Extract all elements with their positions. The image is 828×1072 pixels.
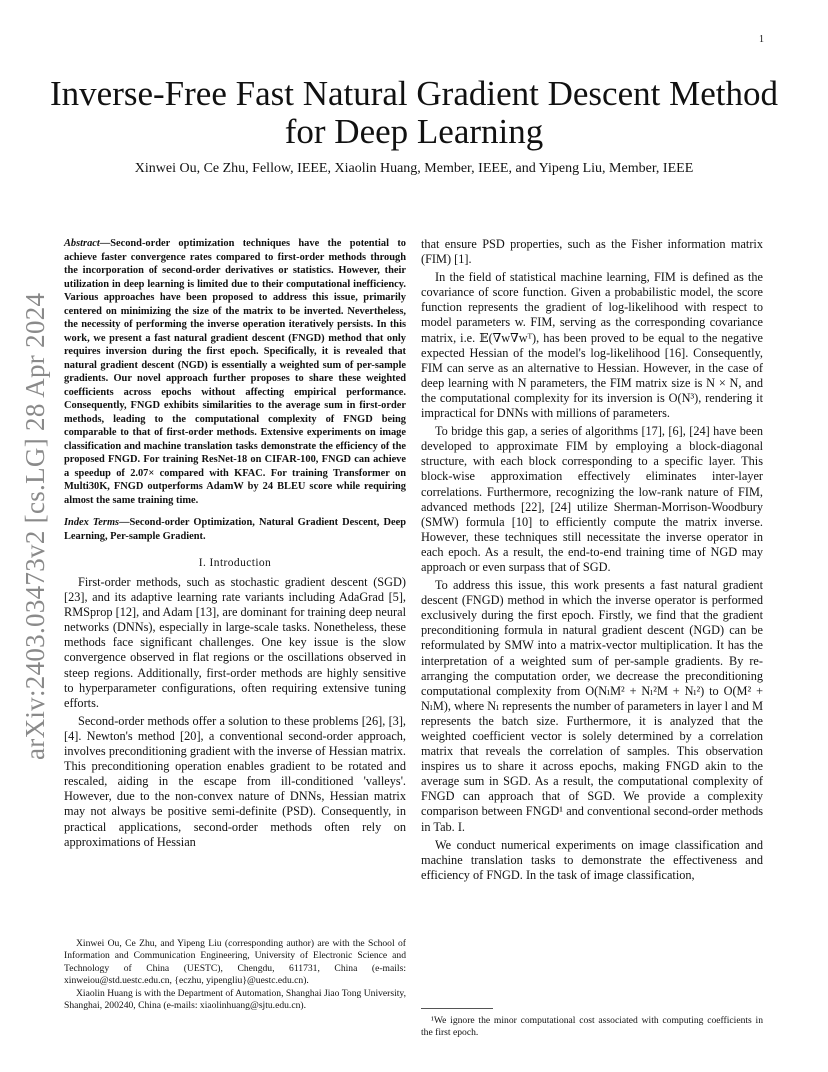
index-terms-text: —Second-order Optimization, Natural Gradient Descent, Deep Learning, Per-sample Gradient. (64, 517, 406, 542)
title-line-1: Inverse-Free Fast Natural Gradient Descent Method (50, 74, 778, 113)
left-column (64, 237, 406, 853)
footnote-rule (421, 1008, 493, 1009)
affiliation-footnote: Xinwei Ou, Ce Zhu, and Yipeng Liu (corresponding author) are with the School of Information and Communication Engineering, University of Electronic Science and Technology of China (UESTC), Chengdu, 611731, China (e-mails: xinweiou@std.uestc.edu.cn, {eczhu, yipengliu}@uestc.edu.cn). (64, 938, 406, 987)
index-terms-label: Index Terms (64, 517, 120, 528)
paper-title (50, 75, 778, 151)
arxiv-identifier-watermark: arXiv:2403.03473v2 [cs.LG] 28 Apr 2024 (20, 292, 50, 760)
section-heading: I. Introduction (198, 557, 272, 569)
affiliation-footnotes (64, 938, 406, 1012)
complexity-footnote-text: ¹We ignore the minor computational cost associated with computing coefficients in the first epoch. (421, 1015, 763, 1039)
abstract-label: Abstract (64, 238, 100, 249)
intro-paragraph: Second-order methods offer a solution to these problems [26], [3], [4]. Newton's method [20], a conventional second-order approach, involves preconditioning gradient with the inverse of Hessian matrix. This preconditioning operation enables gradient to be rotated and rescaled, aiding in the escape from ill-conditioned 'valleys'. However, due to the non-convex nature of DNNs, Hessian matrix may not always be positive semi-definite (PSD). Consequently, in practical applications, second-order methods often rely on approximations of Hessian (64, 713, 406, 849)
affiliation-footnote: Xiaolin Huang is with the Department of Automation, Shanghai Jiao Tong University, Shanghai, 200240, China (e-mails: xiaolinhuang@sjtu.edu.cn). (64, 987, 406, 1012)
author-list: Xinwei Ou, Ce Zhu, Fellow, IEEE, Xiaolin Huang, Member, IEEE, and Yipeng Liu, Member, IEEE (134, 161, 694, 176)
body-paragraph: To bridge this gap, a series of algorithms [17], [6], [24] have been developed to approximate FIM by employing a block-diagonal structure, with each block corresponding to a specific layer. This block-wise approximation effectively eliminates inter-layer correlations. Furthermore, recognizing the low-rank nature of FIM, advanced methods [22], [24] utilize Sherman-Morrison-Woodbury (SMW) formula [10] to efficiently compute the matrix inverse. However, these techniques still necessitate the inverse operator in each epoch. As a result, the end-to-end training time of NGD may approach or even surpass that of SGD. (421, 424, 763, 574)
complexity-footnote (421, 1015, 763, 1040)
body-paragraph: To address this issue, this work presents a fast natural gradient descent (FNGD) method in which the inverse operator is performed exclusively during the first epoch. Firstly, we find that the gradient preconditioning formula in natural gradient descent (NGD) can be reformulated by SMW into a matrix-vector multiplication. It has the interpretation of a weighted sum of per-sample gradients. By re-arranging the computation order, we decrease the preconditioning computational complexity from O(NₗM² + Nₗ²M + Nₗ²) to O(M² + NₗM), where Nₗ represents the number of parameters in layer l and M represents the batch size. Furthermore, it is analyzed that the weighted coefficient vector is solely determined by a correlation matrix that reveals the correlation of samples. This observation inspires us to share it across epochs, making FNGD akin to the average sum in SGD. As a result, the computational complexity of FNGD can approach that of SGD. We provide a complexity comparison between FNGD¹ and conventional second-order methods in Tab. I. (421, 578, 763, 834)
body-paragraph: In the field of statistical machine learning, FIM is defined as the covariance of score function. Given a probabilistic model, the score function represents the gradient of log-likelihood with respect to model parameters w. FIM, serving as the corresponding covariance matrix, i.e. 𝔼(∇w∇wᵀ), has been proved to be equal to the negative expected Hessian of the model's log-likelihood [16]. Consequently, FIM can serve as an alternative to Hessian. However, in the case of deep learning with N parameters, the FIM matrix size is N × N, and the computational complexity for its inversion is O(N³), rendering it impractical for DNNs with millions of parameters. (421, 270, 763, 421)
intro-paragraph: First-order methods, such as stochastic gradient descent (SGD) [23], and its adaptive learning rate variants including AdaGrad [5], RMSprop [12], and Adam [13], are dominant for training deep neural networks (DNNs), especially in large-scale tasks. Nonetheless, these methods face significant challenges. One key issue is the slow convergence observed in flat regions or the oscillations observed in steep regions. Additionally, first-order methods are highly sensitive to hyperparameter configurations, often requiring extensive tuning efforts. (64, 575, 406, 710)
right-column (421, 237, 763, 886)
abstract (64, 237, 406, 507)
index-terms (64, 516, 406, 543)
abstract-text: —Second-order optimization techniques have the potential to achieve faster convergence rates compared to first-order methods through the incorporation of second-order derivatives or statistics. However, their utilization in deep learning is limited due to their computational inefficiency. Various approaches have been proposed to address this issue, primarily centered on minimizing the size of the matrix to be inverted. Nevertheless, the necessity of performing the inverse operation iteratively persists. In this work, we present a fast natural gradient descent (FNGD) method that only requires inversion during the first epoch. Specifically, it is revealed that natural gradient descent (NGD) is essentially a weighted sum of per-sample gradients. Our novel approach further proposes to share these weighted coefficients across epochs without affecting empirical performance. Consequently, FNGD exhibits similarities to the average sum in first-order methods, leading to the computational complexity of FNGD being comparable to that of first-order methods. Extensive experiments on image classification and machine translation tasks demonstrate the efficiency of the proposed FNGD. For training ResNet-18 on CIFAR-100, FNGD can achieve a speedup of 2.07× compared with KFAC. For training Transformer on Multi30K, FNGD outperforms AdamW by 24 BLEU score while requiring almost the same training time. (64, 238, 406, 506)
body-paragraph: We conduct numerical experiments on image classification and machine translation tasks to demonstrate the effectiveness and efficiency of FNGD. In the task of image classification, (421, 837, 763, 882)
body-paragraph: that ensure PSD properties, such as the Fisher information matrix (FIM) [1]. (421, 237, 763, 267)
title-line-2: for Deep Learning (284, 112, 544, 151)
page-number: 1 (759, 34, 764, 45)
